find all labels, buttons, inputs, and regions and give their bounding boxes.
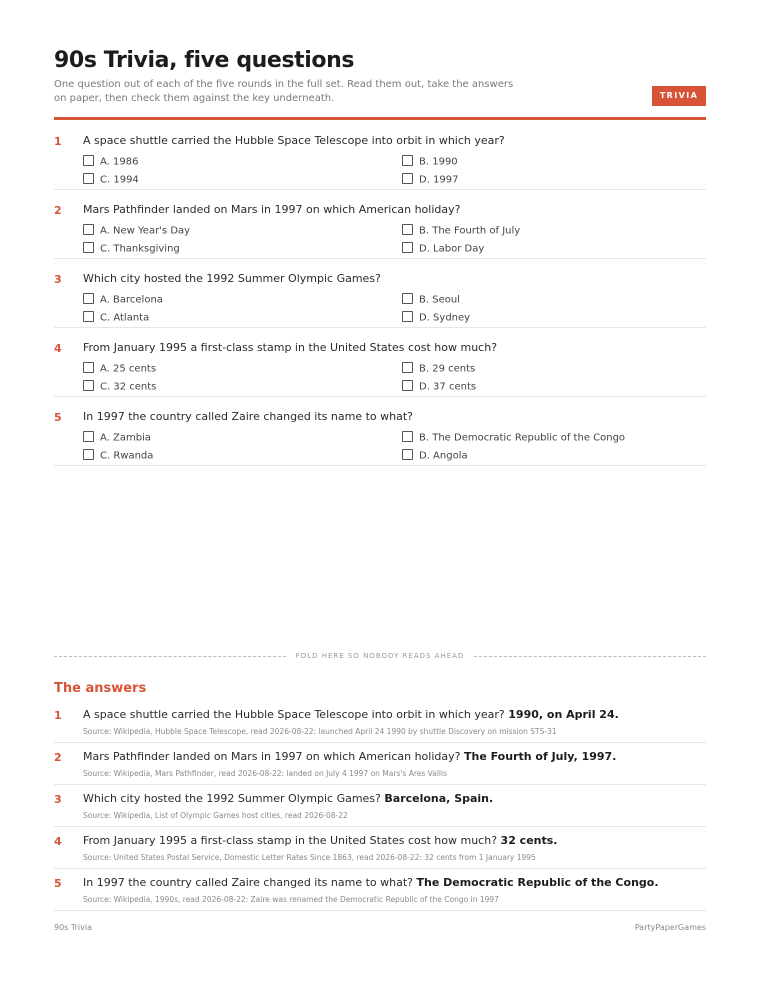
question-number: 4: [54, 342, 62, 355]
question-number: 3: [54, 273, 62, 286]
footer-title: 90s Trivia: [54, 923, 92, 932]
category-badge: TRIVIA: [652, 86, 706, 106]
trivia-sheet: [54, 0, 706, 983]
answer-line: [83, 834, 557, 847]
checkbox[interactable]: [83, 173, 94, 184]
option-label: A. Barcelona: [100, 294, 163, 306]
answer-item: [54, 827, 706, 869]
option-a[interactable]: [83, 432, 151, 444]
answer-text: The Democratic Republic of the Congo.: [416, 876, 659, 889]
checkbox[interactable]: [402, 242, 413, 253]
option-label: A. Zambia: [100, 432, 151, 444]
question-text: Mars Pathfinder landed on Mars in 1997 on which American holiday?: [83, 203, 461, 216]
fold-label: FOLD HERE SO NOBODY READS AHEAD: [295, 652, 465, 660]
option-a[interactable]: [83, 225, 190, 237]
option-label: C. Thanksgiving: [100, 243, 180, 255]
answer-item: [54, 869, 706, 911]
checkbox[interactable]: [83, 362, 94, 373]
header-divider: [54, 117, 706, 120]
answer-text: The Fourth of July, 1997.: [463, 750, 617, 763]
option-label: D. 37 cents: [419, 381, 477, 393]
answer-text: Barcelona, Spain.: [384, 792, 494, 805]
checkbox[interactable]: [402, 362, 413, 373]
checkbox[interactable]: [402, 311, 413, 322]
question-item: [54, 259, 706, 328]
option-c[interactable]: [83, 174, 139, 186]
option-b[interactable]: [402, 432, 625, 444]
checkbox[interactable]: [83, 449, 94, 460]
answer-number: 5: [54, 877, 62, 890]
option-label: A. New Year's Day: [100, 225, 191, 237]
option-label: D. Labor Day: [419, 243, 485, 255]
question-number: 2: [54, 204, 62, 217]
option-label: D. 1997: [419, 174, 459, 186]
option-a[interactable]: [83, 294, 163, 306]
question-text: A space shuttle carried the Hubble Space Telescope into orbit in which year?: [83, 134, 505, 147]
answer-text: 1990, on April 24.: [508, 708, 619, 721]
question-number: 5: [54, 411, 62, 424]
option-c[interactable]: [83, 381, 156, 393]
option-label: C. 1994: [100, 174, 139, 186]
option-b[interactable]: [402, 156, 458, 168]
option-label: D. Angola: [419, 450, 468, 462]
question-text: From January 1995 a first-class stamp in the United States cost how much?: [83, 341, 498, 354]
answer-line: [83, 792, 493, 805]
answer-item: [54, 701, 706, 743]
answer-question: Which city hosted the 1992 Summer Olympic Games?: [83, 792, 381, 805]
checkbox[interactable]: [402, 293, 413, 304]
answer-line: [83, 708, 619, 721]
checkbox[interactable]: [83, 431, 94, 442]
answer-number: 1: [54, 709, 62, 722]
answer-line: [83, 750, 616, 763]
option-b[interactable]: [402, 225, 520, 237]
answer-source: Source: Wikipedia, Mars Pathfinder, read 2026-08-22: landed on July 4 1997 on Mars's Ares Vallis: [83, 769, 447, 778]
option-d[interactable]: [402, 381, 476, 393]
option-b[interactable]: [402, 294, 460, 306]
option-c[interactable]: [83, 450, 153, 462]
checkbox[interactable]: [83, 224, 94, 235]
option-b[interactable]: [402, 363, 475, 375]
answer-text: 32 cents.: [500, 834, 558, 847]
checkbox[interactable]: [402, 449, 413, 460]
answer-number: 4: [54, 835, 62, 848]
option-a[interactable]: [83, 156, 138, 168]
option-label: D. Sydney: [419, 312, 471, 324]
fold-divider: [54, 651, 706, 661]
question-number: 1: [54, 135, 62, 148]
checkbox[interactable]: [83, 311, 94, 322]
option-d[interactable]: [402, 174, 459, 186]
question-item: [54, 397, 706, 466]
fold-line-right: [474, 656, 706, 657]
option-label: B. 1990: [419, 156, 458, 168]
answer-question: In 1997 the country called Zaire changed its name to what?: [83, 876, 413, 889]
option-label: A. 25 cents: [100, 363, 157, 375]
answer-number: 2: [54, 751, 62, 764]
page-subtitle: One question out of each of the five rounds in the full set. Read them out, take the answers on paper, then check them against the key underneath.: [54, 79, 514, 104]
question-item: [54, 121, 706, 190]
option-label: B. The Fourth of July: [419, 225, 521, 237]
option-label: C. Atlanta: [100, 312, 150, 324]
option-d[interactable]: [402, 312, 470, 324]
checkbox[interactable]: [402, 431, 413, 442]
checkbox[interactable]: [402, 155, 413, 166]
checkbox[interactable]: [83, 380, 94, 391]
option-label: C. 32 cents: [100, 381, 157, 393]
option-c[interactable]: [83, 312, 149, 324]
answer-item: [54, 785, 706, 827]
question-text: In 1997 the country called Zaire changed its name to what?: [83, 410, 413, 423]
page-title: 90s Trivia, five questions: [54, 48, 355, 73]
answer-key: [54, 701, 706, 911]
checkbox[interactable]: [83, 293, 94, 304]
answer-item: [54, 743, 706, 785]
option-label: A. 1986: [100, 156, 139, 168]
option-d[interactable]: [402, 450, 468, 462]
option-d[interactable]: [402, 243, 484, 255]
question-list: [54, 121, 706, 466]
checkbox[interactable]: [83, 155, 94, 166]
answers-heading: The answers: [54, 681, 147, 696]
answer-source: Source: Wikipedia, 1990s, read 2026-08-22: Zaire was renamed the Democratic Republic of the Congo in 1997: [83, 895, 499, 904]
answer-source: Source: Wikipedia, Hubble Space Telescope, read 2026-08-22: launched April 24 1990 by shuttle Discovery on mission STS-31: [83, 727, 557, 736]
checkbox[interactable]: [402, 224, 413, 235]
checkbox[interactable]: [402, 380, 413, 391]
option-label: B. Seoul: [419, 294, 460, 306]
answer-question: From January 1995 a first-class stamp in the United States cost how much?: [83, 834, 498, 847]
option-c[interactable]: [83, 243, 180, 255]
question-item: [54, 328, 706, 397]
answer-question: Mars Pathfinder landed on Mars in 1997 on which American holiday?: [83, 750, 461, 763]
answer-question: A space shuttle carried the Hubble Space Telescope into orbit in which year?: [83, 708, 505, 721]
answer-source: Source: United States Postal Service, Domestic Letter Rates Since 1863, read 2026-08-22: 32 cents from 1 January 1995: [83, 853, 536, 862]
option-label: C. Rwanda: [100, 450, 154, 462]
option-a[interactable]: [83, 363, 156, 375]
question-text: Which city hosted the 1992 Summer Olympic Games?: [83, 272, 381, 285]
question-item: [54, 190, 706, 259]
answer-number: 3: [54, 793, 62, 806]
option-label: B. 29 cents: [419, 363, 476, 375]
option-label: B. The Democratic Republic of the Congo: [419, 432, 626, 444]
checkbox[interactable]: [402, 173, 413, 184]
answer-line: [83, 876, 659, 889]
footer-brand: PartyPaperGames: [634, 923, 706, 932]
answer-source: Source: Wikipedia, List of Olympic Games host cities, read 2026-08-22: [83, 811, 348, 820]
checkbox[interactable]: [83, 242, 94, 253]
